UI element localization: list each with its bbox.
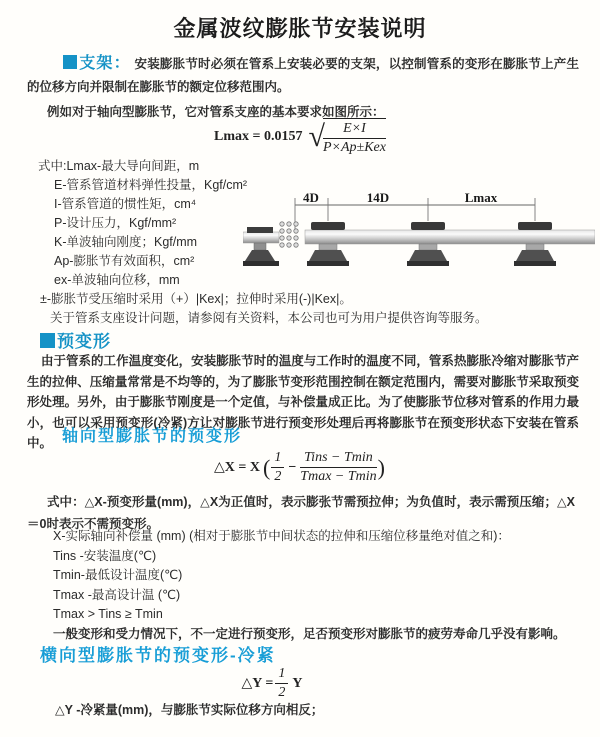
support-heading: 支架： xyxy=(79,55,131,72)
definition-line: X-实际轴向补偿量 (mm) (相对于膨胀节中间状态的拉伸和压缩位移量绝对值之和)： xyxy=(53,529,510,543)
formula-lmax-lhs: Lmax = 0.0157 xyxy=(214,129,303,144)
pipe xyxy=(305,230,595,244)
bellows-icon xyxy=(280,222,298,247)
dimension-label-4d: 4D xyxy=(303,191,319,205)
definition-line: Tins -安装温度(℃) xyxy=(53,548,157,563)
sqrt-sign-icon: √ xyxy=(308,120,325,153)
fraction-numerator: Tins − Tmin xyxy=(300,450,376,468)
definition-line: ex-单波轴向位移，mm xyxy=(54,273,180,287)
definition-line: Ap-膨胀节有效面积，cm² xyxy=(54,254,195,268)
fraction-denominator: Tmax − Tmin xyxy=(300,469,377,484)
blue-square-bullet-icon xyxy=(40,333,55,348)
fraction-denominator: 2 xyxy=(278,685,286,700)
support-paragraph xyxy=(27,52,579,99)
fraction-half xyxy=(275,666,288,701)
minus-sign: − xyxy=(288,459,297,475)
definition-line: Tmax -最高设计温 (℃) xyxy=(53,587,181,602)
definition-line: ±-膨胀节受压缩时采用（+）|Kex|；拉伸时采用(-)|Kex|。 xyxy=(40,292,352,306)
definition-line: I-管系管道的惯性矩，cm⁴ xyxy=(54,197,197,211)
page-title: 金属波纹膨胀节安装说明 xyxy=(173,16,427,41)
pipe-support-diagram-svg xyxy=(243,191,595,287)
definition-line: Tmax > Tins ≥ Tmin xyxy=(53,607,163,622)
definition-line: P-设计压力，Kgf/mm² xyxy=(54,216,177,230)
sqrt-content xyxy=(323,118,386,156)
definition-line: K-单波轴向刚度；Kgf/mm xyxy=(54,235,198,249)
formula-dx-lhs: △X = X xyxy=(214,460,260,475)
lateral-definition-line: △Y -冷紧量(mm)，与膨胀节实际位移方向相反； xyxy=(55,703,324,717)
formula-dy-lhs: △Y = xyxy=(241,676,274,691)
formula-delta-y xyxy=(0,666,572,701)
formula-delta-x xyxy=(0,450,600,485)
pipe-support-diagram xyxy=(243,191,595,287)
fraction-denominator: P×Ap±Kex xyxy=(322,140,386,155)
preform-paragraph: 由于管系的工作温度变化，安装膨胀节时的温度与工作时的温度不同，管系热膨胀冷缩对膨胀节产生的拉伸、压缩量常常是不均等的，为了膨胀节变形范围控制在额定范围内，需要对膨胀节采取预变形处理。另外，由于膨胀节刚度是一个定值，与补偿量成正比。为了使膨胀节位移对管系的作用力最小，也可以采用预变形(冷紧)方让对膨胀节进行预变形处理后再将膨胀节在预变形状态下安装在管系中。 xyxy=(27,354,579,450)
formula-dy-rhs: Y xyxy=(292,675,303,691)
fraction-numerator: 1 xyxy=(271,450,284,468)
axial-explanation-paragraph: 式中：△X-预变形量(mm)，△X为正值时，表示膨张节需预拉伸；为负值时，表示需预压缩；△X＝0时表示不需预变形。 xyxy=(27,495,575,531)
axial-definition-lines xyxy=(0,527,600,645)
definition-line: 一般变形和受力情况下，不一定进行预变形，足否预变形对膨胀节的疲劳寿命几乎没有影响。 xyxy=(53,626,566,641)
fraction-numerator: 1 xyxy=(275,666,288,684)
preform-heading-text: 预变形 xyxy=(57,332,111,351)
pipe-stub xyxy=(243,232,279,243)
definition-line: Tmin-最低设计温度(℃) xyxy=(53,568,183,583)
support-paragraph-text: 安装膨胀节时必须在管系上安装必要的支架，以控制管系的变形在膨胀节上产生的位移方向并限制在膨胀节的额定位移范围内。 xyxy=(27,57,579,94)
example-line: 例如对于轴向型膨胀节，它对管系支座的基本要求如图所示： xyxy=(47,105,385,119)
fraction-denominator: 2 xyxy=(274,469,282,484)
fraction-temperature xyxy=(300,450,376,485)
close-paren: ) xyxy=(377,454,385,480)
preform-section-heading xyxy=(40,327,111,352)
dimension-label-lmax: Lmax xyxy=(464,191,498,205)
formula-lmax xyxy=(0,118,600,156)
fraction xyxy=(323,121,386,156)
definition-line: E-管系管道材料弹性投量，Kgf/cm² xyxy=(54,178,248,192)
definition-line: 式中:Lmax-最大导向间距，m xyxy=(38,159,200,173)
lateral-subheading: 横向型膨胀节的预变形-冷紧 xyxy=(40,646,276,665)
dimension-label-14d: 14D xyxy=(366,191,390,205)
fraction-half xyxy=(271,450,284,485)
open-paren: ( xyxy=(262,454,271,480)
fraction-numerator: E×I xyxy=(323,121,386,139)
definition-line: 关于管系支座设计问题，请参阅有关资料，本公司也可为用户提供咨询等服务。 xyxy=(50,311,488,325)
axial-subheading: 轴向型膨胀节的预变形 xyxy=(62,428,243,445)
blue-square-bullet-icon xyxy=(63,55,77,69)
